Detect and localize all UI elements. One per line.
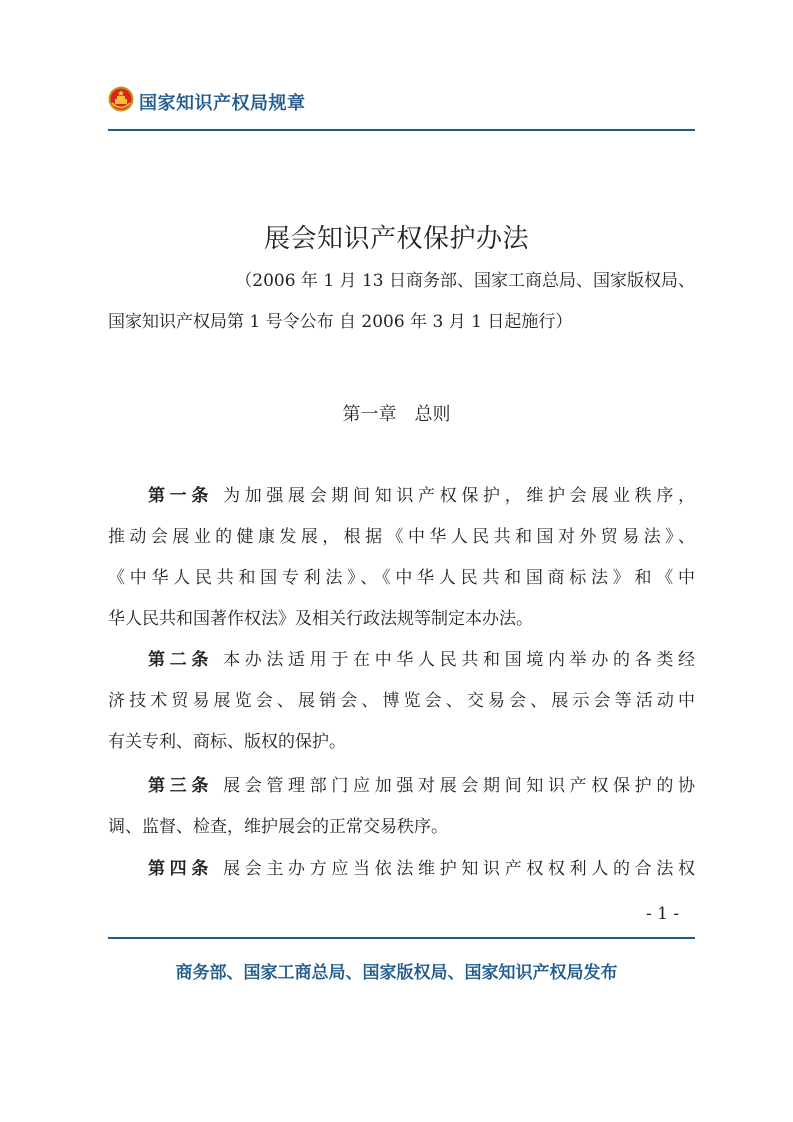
page-header	[108, 86, 695, 116]
header-title: 国家知识产权局规章	[139, 93, 306, 114]
article-1-line-2: 推动会展业的健康发展，根据《中华人民共和国对外贸易法》、	[108, 527, 695, 547]
national-emblem-icon	[108, 86, 134, 112]
article-3-line-2: 调、监督、检查，维护展会的正常交易秩序。	[108, 817, 448, 837]
promulgation-note-line-2: 国家知识产权局第 1 号令公布 自 2006 年 3 月 1 日起施行）	[108, 312, 573, 332]
article-3-label: 第三条	[148, 776, 213, 796]
article-2-line-2: 济技术贸易展览会、展销会、博览会、交易会、展示会等活动中	[108, 691, 695, 711]
article-4-line-1	[108, 849, 695, 890]
article-1-text-1: 为加强展会期间知识产权保护，维护会展业秩序，	[213, 486, 696, 506]
footer-publisher: 商务部、国家工商总局、国家版权局、国家知识产权局发布	[175, 963, 618, 983]
article-3	[108, 766, 695, 848]
article-4-label: 第四条	[148, 859, 213, 879]
article-2-line-3: 有关专利、商标、版权的保护。	[108, 732, 346, 752]
header-divider	[108, 129, 695, 131]
article-1-label: 第一条	[148, 486, 213, 506]
article-2-text-1: 本办法适用于在中华人民共和国境内举办的各类经	[213, 650, 696, 670]
article-3-text-1: 展会管理部门应加强对展会期间知识产权保护的协	[213, 776, 696, 796]
article-4-text-1: 展会主办方应当依法维护知识产权权利人的合法权	[213, 859, 696, 879]
article-3-line-1	[108, 766, 695, 807]
promulgation-note-line-1: （2006 年 1 月 13 日商务部、国家工商总局、国家版权局、	[235, 271, 695, 291]
document-title: 展会知识产权保护办法	[263, 224, 529, 254]
footer-divider	[108, 937, 695, 939]
article-2-label: 第二条	[148, 650, 213, 670]
article-1-line-1	[108, 476, 695, 517]
article-4	[108, 849, 695, 890]
page-number: - 1 -	[646, 904, 680, 924]
article-1-line-3: 《中华人民共和国专利法》、《中华人民共和国商标法》和《中	[108, 568, 695, 588]
article-2-line-1	[108, 640, 695, 681]
chapter-heading: 第一章 总则	[342, 404, 451, 425]
article-1-line-4: 华人民共和国著作权法》及相关行政法规等制定本办法。	[108, 609, 533, 629]
article-2	[108, 640, 695, 763]
article-1	[108, 476, 695, 640]
